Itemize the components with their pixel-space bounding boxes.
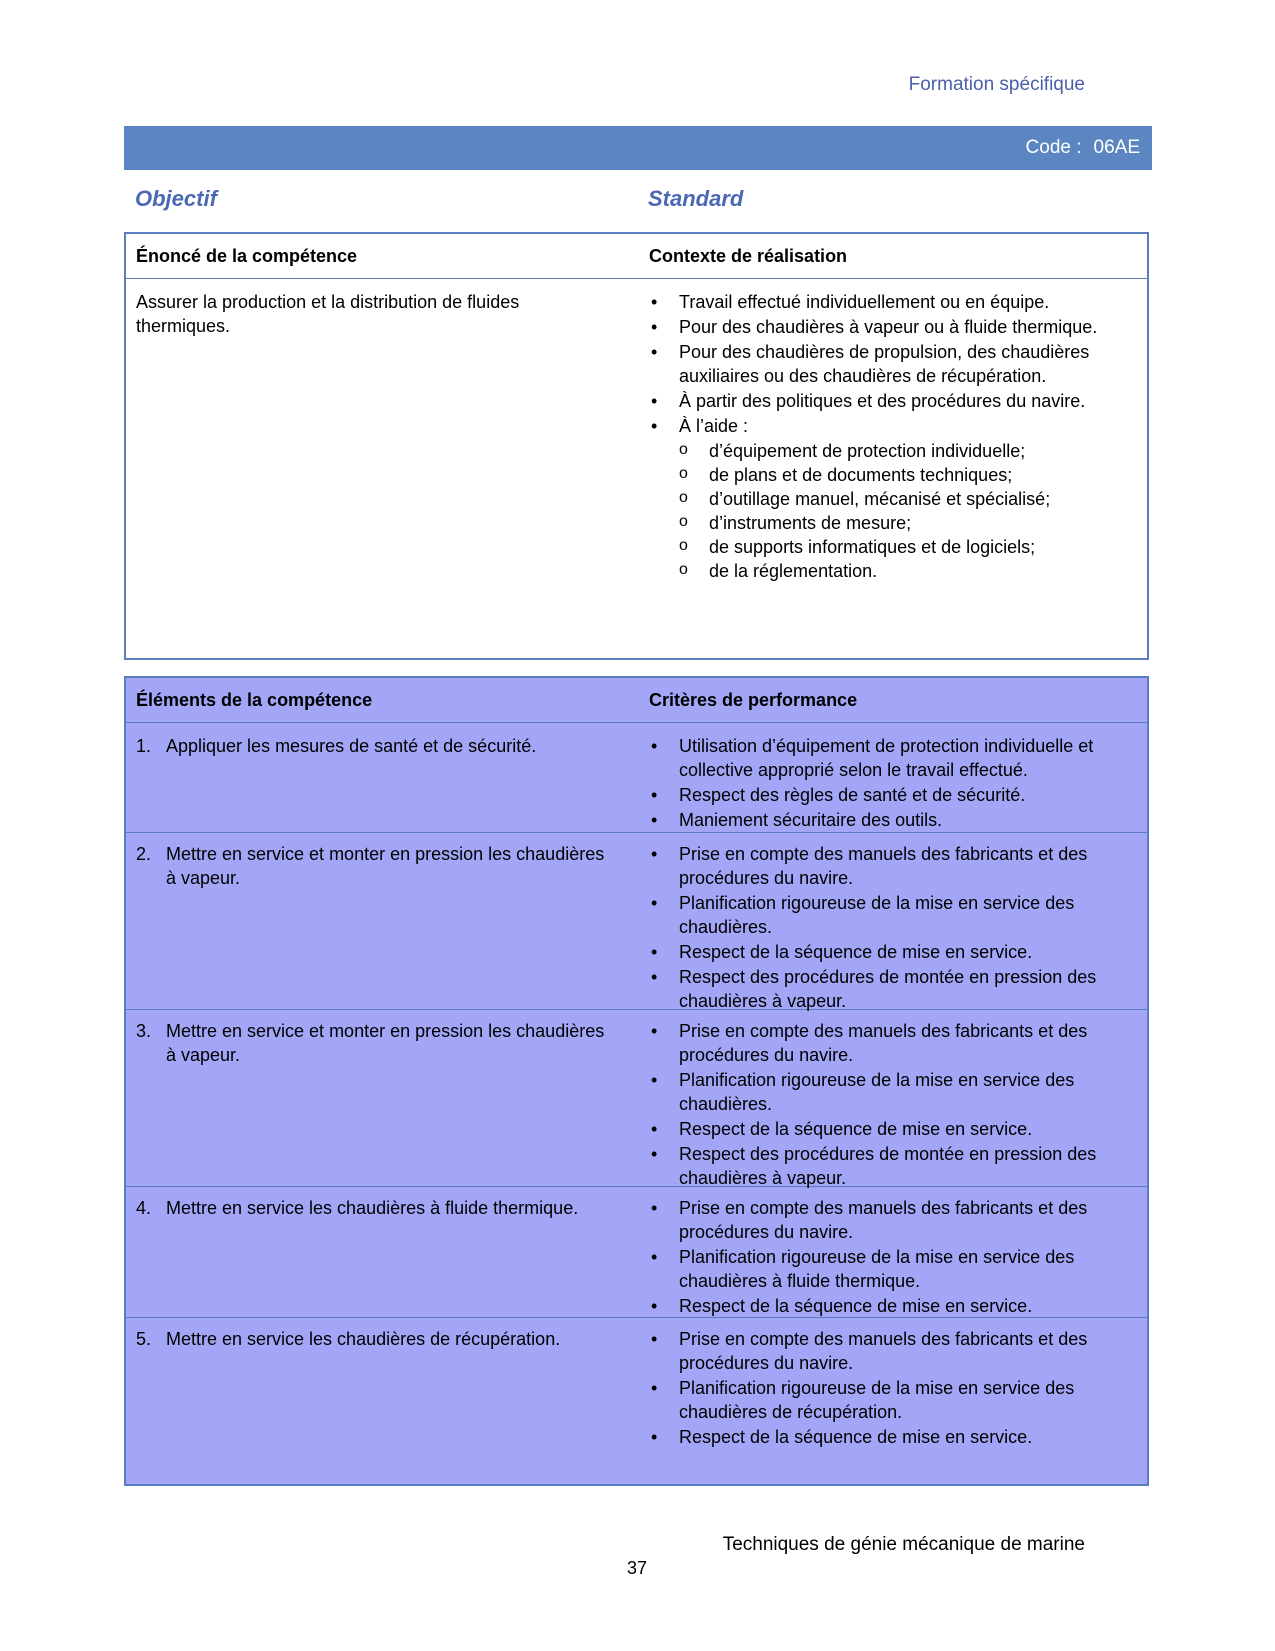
code-bar	[124, 126, 1152, 170]
element-text: Mettre en service les chaudières de récupération.	[166, 1329, 561, 1349]
column-header-elements: Éléments de la compétence	[136, 690, 373, 710]
objective-heading: Objectif	[135, 186, 217, 211]
competency-element	[136, 734, 616, 758]
course-code	[1026, 137, 1140, 159]
table-header	[126, 678, 1147, 723]
table-row	[126, 1317, 1147, 1485]
element-text: Mettre en service les chaudières à fluide thermique.	[166, 1198, 579, 1218]
criteria-list	[649, 842, 1139, 1014]
competency-statement: Assurer la production et la distribution de fluides thermiques.	[136, 292, 520, 336]
context-sub-item: o d’outillage manuel, mécanisé et spécialisé;	[679, 487, 1139, 511]
criterion-item: • Planification rigoureuse de la mise en service des chaudières à fluide thermique.	[649, 1245, 1139, 1293]
criteria-list	[649, 1327, 1139, 1450]
table-row	[126, 280, 1147, 660]
context-item: • Travail effectué individuellement ou en équipe.	[649, 290, 1139, 314]
table-row	[126, 1009, 1147, 1187]
context-item: • À l’aide :	[649, 414, 1139, 438]
standard-heading: Standard	[648, 186, 744, 211]
column-header-context: Contexte de réalisation	[649, 246, 848, 266]
criterion-item: • Prise en compte des manuels des fabricants et des procédures du navire.	[649, 842, 1139, 890]
page-number: 37	[627, 1558, 648, 1578]
criterion-item: • Respect de la séquence de mise en service.	[649, 1294, 1139, 1318]
context-item: • À partir des politiques et des procédures du navire.	[649, 389, 1139, 413]
context-bullets	[649, 290, 1139, 438]
criterion-item: • Utilisation d’équipement de protection individuelle et collective approprié selon le travail effectué.	[649, 734, 1139, 782]
context-sub-item: o de supports informatiques et de logiciels;	[679, 535, 1139, 559]
performance-criteria-table	[124, 676, 1149, 1486]
competency-element	[136, 1327, 616, 1351]
element-number: 5.	[136, 1329, 152, 1349]
context-sub-item: o d’équipement de protection individuelle;	[679, 439, 1139, 463]
criterion-item: • Planification rigoureuse de la mise en service des chaudières de récupération.	[649, 1376, 1139, 1424]
context-sub-bullets	[649, 439, 1139, 583]
criterion-item: • Respect des règles de santé et de sécurité.	[649, 783, 1139, 807]
element-text: Mettre en service et monter en pression les chaudières à vapeur.	[166, 1021, 605, 1065]
context-sub-item: o d’instruments de mesure;	[679, 511, 1139, 535]
criterion-item: • Planification rigoureuse de la mise en service des chaudières.	[649, 891, 1139, 939]
element-number: 3.	[136, 1021, 152, 1041]
criteria-list	[649, 734, 1139, 833]
criterion-item: • Respect de la séquence de mise en service.	[649, 1117, 1139, 1141]
competency-statement-table	[124, 232, 1149, 660]
context-item: • Pour des chaudières à vapeur ou à fluide thermique.	[649, 315, 1139, 339]
competency-element	[136, 1019, 616, 1067]
code-value: 06AE	[1093, 137, 1140, 158]
table-row	[126, 832, 1147, 1010]
element-number: 2.	[136, 844, 152, 864]
code-label: Code :	[1025, 137, 1082, 158]
program-label: Formation spécifique	[908, 74, 1085, 95]
element-number: 1.	[136, 736, 152, 756]
criterion-item: • Respect de la séquence de mise en service.	[649, 1425, 1139, 1449]
element-text: Mettre en service et monter en pression les chaudières à vapeur.	[166, 844, 605, 888]
criterion-item: • Respect des procédures de montée en pression des chaudières à vapeur.	[649, 1142, 1139, 1190]
criterion-item: • Planification rigoureuse de la mise en service des chaudières.	[649, 1068, 1139, 1116]
competency-element	[136, 1196, 616, 1220]
context-sub-item: o de plans et de documents techniques;	[679, 463, 1139, 487]
column-header-criteria: Critères de performance	[649, 690, 858, 710]
context-item: • Pour des chaudières de propulsion, des chaudières auxiliaires ou des chaudières de récupération.	[649, 340, 1139, 388]
table-header	[126, 234, 1147, 279]
criteria-list	[649, 1019, 1139, 1191]
criterion-item: • Respect des procédures de montée en pression des chaudières à vapeur.	[649, 965, 1139, 1013]
criterion-item: • Prise en compte des manuels des fabricants et des procédures du navire.	[649, 1327, 1139, 1375]
criterion-item: • Prise en compte des manuels des fabricants et des procédures du navire.	[649, 1196, 1139, 1244]
criteria-list	[649, 1196, 1139, 1319]
competency-element	[136, 842, 616, 890]
context-list	[649, 290, 1139, 583]
element-number: 4.	[136, 1198, 152, 1218]
context-sub-item: o de la réglementation.	[679, 559, 1139, 583]
table-row	[126, 1186, 1147, 1318]
criterion-item: • Maniement sécuritaire des outils.	[649, 808, 1139, 832]
criterion-item: • Respect de la séquence de mise en service.	[649, 940, 1139, 964]
table-row	[126, 724, 1147, 833]
footer-program-name: Techniques de génie mécanique de marine	[722, 1534, 1085, 1555]
section-headings	[135, 186, 1135, 216]
column-header-statement: Énoncé de la compétence	[136, 246, 358, 266]
criterion-item: • Prise en compte des manuels des fabricants et des procédures du navire.	[649, 1019, 1139, 1067]
element-text: Appliquer les mesures de santé et de sécurité.	[166, 736, 537, 756]
